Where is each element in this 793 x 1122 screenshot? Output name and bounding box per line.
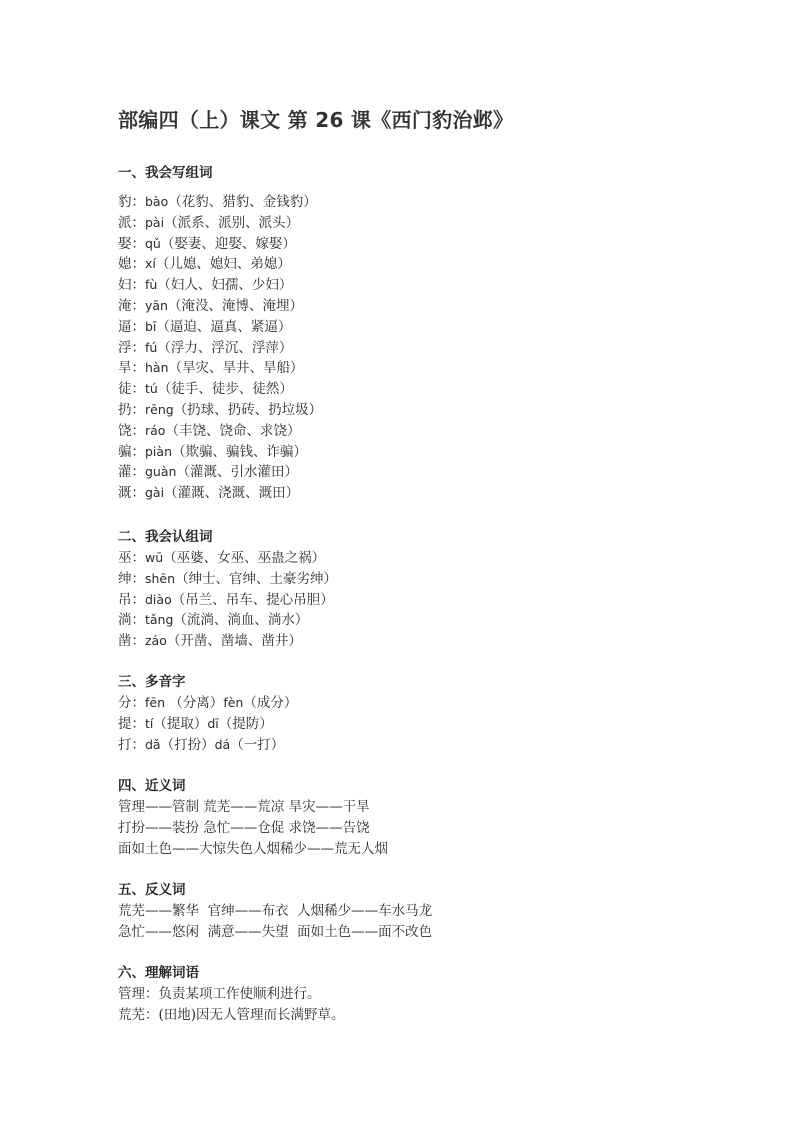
word-group: （欺骗、骗钱、诈骗）: [172, 443, 307, 460]
section-polyphones: [118, 672, 297, 755]
word-group: （提取）: [153, 715, 208, 732]
list-item: [118, 296, 322, 317]
list-item: [118, 275, 322, 296]
character: 豹：: [118, 194, 145, 210]
word-group: （打扮）: [160, 736, 215, 753]
pinyin: shēn: [145, 570, 176, 586]
word-group: （妇人、妇孺、少妇）: [157, 277, 293, 294]
character: 绅：: [118, 570, 145, 587]
word-group: （开凿、凿墙、凿井）: [166, 633, 302, 650]
word-group: （丰饶、饶命、求饶）: [165, 422, 301, 439]
pinyin: guàn: [145, 464, 177, 480]
character: 溉：: [118, 485, 145, 502]
list-item: [118, 213, 322, 234]
list-item: [118, 192, 322, 213]
antonym-line: 急忙——悠闲 满意——失望 面如土色——面不改色: [118, 923, 433, 940]
section-antonyms: [118, 880, 432, 943]
section-synonyms: [118, 776, 388, 859]
list-item: [118, 569, 337, 590]
pinyin: dǎ: [145, 736, 161, 752]
page-title: 部编四（上）课文 第 26 课《西门豹治邺》: [118, 108, 514, 132]
word-group: （扔球、扔砖、扔垃圾）: [173, 401, 323, 418]
character: 分：: [118, 695, 145, 711]
character: 扔：: [118, 401, 145, 418]
synonym-line: 面如土色——大惊失色人烟稀少——荒无人烟: [118, 840, 388, 857]
pinyin: xí: [145, 256, 156, 272]
pinyin: fú: [145, 339, 158, 355]
word-group: （巫婆、女巫、巫蛊之祸）: [163, 550, 326, 566]
pinyin: hàn: [145, 360, 169, 376]
pinyin: tú: [145, 381, 158, 397]
word-group: （儿媳、媳妇、弟媳）: [155, 256, 291, 273]
section-write-words: [118, 163, 322, 504]
character: 提：: [118, 715, 145, 732]
synonym-line: 管理——管制 荒芜——荒凉 旱灾——干旱: [118, 799, 370, 815]
character: 吊：: [118, 591, 145, 608]
word-group: （娶妻、迎娶、嫁娶）: [160, 235, 296, 252]
word-group: （灌溉、引水灌田）: [176, 464, 298, 481]
section-word-meanings: [118, 963, 345, 1026]
list-item: [118, 462, 322, 483]
pinyin: ráo: [145, 422, 166, 438]
pinyin: bī: [145, 318, 157, 334]
character: 派：: [118, 214, 145, 231]
list-item: [118, 735, 297, 756]
list-item: [118, 317, 322, 338]
pinyin: bào: [145, 194, 169, 209]
character: 淌：: [118, 612, 145, 629]
character: 娶：: [118, 235, 145, 252]
definition-line: 荒芜：(田地)因无人管理而长满野草。: [118, 1006, 345, 1023]
word-group: （派系、派别、派头）: [164, 214, 300, 231]
character: 逼：: [118, 318, 145, 335]
word-group: （逼迫、逼真、紧逼）: [156, 318, 292, 335]
word-group: （徒手、徒步、徒然）: [157, 381, 293, 398]
pinyin: diào: [145, 591, 172, 607]
pinyin: gài: [145, 485, 165, 501]
pinyin: rēng: [145, 401, 174, 417]
list-item: [118, 631, 337, 652]
character: 浮：: [118, 339, 145, 356]
character: 媳：: [118, 256, 145, 273]
word-group: （浮力、浮沉、浮萍）: [157, 339, 293, 356]
list-item: [118, 421, 322, 442]
pinyin-alt: dī: [207, 715, 219, 731]
list-item: [118, 234, 322, 255]
section-heading: 六、理解词语: [118, 965, 199, 981]
character: 灌：: [118, 464, 145, 481]
pinyin: qǔ: [145, 235, 161, 251]
list-item: [118, 358, 322, 379]
section-recognize-words: [118, 527, 337, 652]
list-item: [118, 483, 322, 504]
character: 饶：: [118, 422, 145, 439]
antonym-line: 荒芜——繁华 官绅——布衣 人烟稀少——车水马龙: [118, 903, 433, 919]
pinyin: piàn: [145, 443, 172, 459]
list-item: [118, 400, 322, 421]
character: 凿：: [118, 633, 145, 650]
list-item: [118, 338, 322, 359]
section-heading: 三、多音字: [118, 674, 186, 690]
definition-line: 管理：负责某项工作使顺利进行。: [118, 986, 321, 1002]
section-heading: 五、反义词: [118, 882, 186, 898]
pinyin: záo: [145, 633, 167, 649]
synonym-line: 打扮——装扮 急忙——仓促 求饶——告饶: [118, 819, 370, 836]
word-group-alt: （提防）: [218, 715, 273, 732]
section-heading: 二、我会认组词: [118, 529, 213, 545]
word-group: （旱灾、旱井、旱船）: [168, 360, 304, 377]
list-item: [118, 379, 322, 400]
pinyin: fēn: [145, 695, 166, 710]
word-group: （分离）: [165, 695, 224, 711]
list-item: [118, 714, 297, 735]
list-item: [118, 442, 322, 463]
list-item: [118, 254, 322, 275]
character: 骗：: [118, 443, 145, 460]
section-heading: 四、近义词: [118, 778, 186, 794]
pinyin: fù: [145, 277, 158, 293]
character: 淹：: [118, 297, 145, 314]
word-group-alt: （一打）: [230, 736, 285, 753]
word-group: （灌溉、浇溉、溉田）: [164, 485, 300, 502]
pinyin-alt: fèn: [223, 695, 244, 710]
word-group: （吊兰、吊车、提心吊胆）: [171, 591, 334, 608]
pinyin: pài: [145, 214, 165, 230]
list-item: [118, 693, 297, 714]
list-item: [118, 548, 337, 569]
character: 妇：: [118, 277, 145, 294]
pinyin: tǎng: [145, 612, 174, 628]
pinyin: wū: [145, 550, 164, 565]
word-group: （绅士、官绅、土豪劣绅）: [175, 570, 338, 587]
pinyin: yān: [145, 297, 168, 313]
list-item: [118, 590, 337, 611]
word-group: （淹没、淹博、淹埋）: [167, 297, 303, 314]
list-item: [118, 610, 337, 631]
character: 徒：: [118, 381, 145, 398]
character: 打：: [118, 736, 145, 753]
word-group-alt: （成分）: [243, 695, 298, 711]
word-group: （流淌、淌血、淌水）: [173, 612, 309, 629]
character: 巫：: [118, 550, 145, 566]
pinyin: tí: [145, 715, 154, 731]
character: 旱：: [118, 360, 145, 377]
pinyin-alt: dá: [214, 736, 231, 752]
word-group: （花豹、猎豹、金钱豹）: [168, 194, 317, 210]
section-heading: 一、我会写组词: [118, 165, 213, 181]
